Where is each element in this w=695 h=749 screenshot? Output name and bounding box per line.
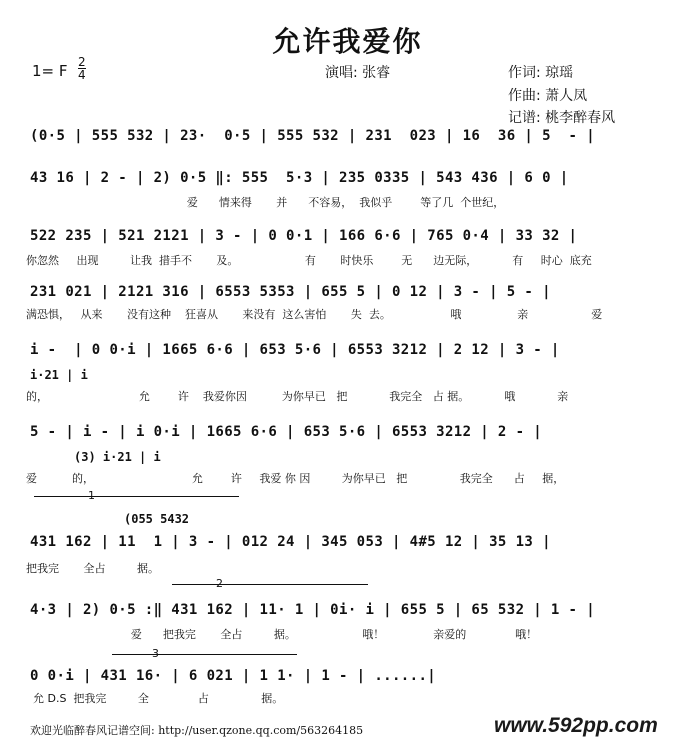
notation-line: 4·3 | 2) 0·5 :‖ 431 162 | 11· 1 | 0i· i | 655 5 | 65 532 | 1 - | (30, 602, 596, 618)
lyrics-line: 的， 允 许 我爱你因 为你早已 把 我完全 占 据。 哦 亲 (26, 390, 569, 403)
volta-bracket (112, 654, 297, 655)
notation-line: 5 - | i - | i 0·i | 1665 6·6 | 653 5·6 | 6553 3212 | 2 - | (30, 424, 543, 440)
volta-label: 2 (216, 577, 223, 590)
volta-label: 3 (152, 647, 159, 660)
time-signature-top: 2 (78, 55, 86, 69)
notation-line: 0 0·i | 431 16· | 6 021 | 1 1· | 1 - | ......| (30, 668, 437, 684)
footer-link-text: 欢迎光临醉春风记谱空间: http://user.qzone.qq.com/563264185 (30, 724, 364, 737)
transcriber-credit: 记谱: 桃李醉春风 (508, 110, 616, 126)
score-row (26, 170, 666, 210)
lyrics-line: 爱 情来得 并 不容易， 我似乎 等了几 个世纪， (26, 196, 505, 209)
notation-line: 431 162 | 11 1 | 3 - | 012 24 | 345 053 | 4#5 12 | 35 13 | (30, 534, 551, 550)
notation-line: 43 16 | 2 - | 2) 0·5 ‖: 555 5·3 | 235 0335 | 543 436 | 6 0 | (30, 170, 569, 186)
lyrics-line: 满恐惧， 从来 没有这种 狂喜从 来没有 这么害怕 失 去。 哦 亲 爱 (26, 308, 603, 321)
lyrics-line: 你忽然 出现 让我 措手不 及。 有 时快乐 无 边无际， 有 时心 底充 (26, 254, 592, 267)
notation-line: 231 021 | 2121 316 | 6553 5353 | 655 5 | 0 12 | 3 - | 5 - | (30, 284, 551, 300)
time-signature (78, 56, 86, 81)
alternate-ending-notes: i·21 | i (30, 368, 88, 382)
volta-bracket (172, 584, 368, 585)
notation-line: (0·5 | 555 532 | 23· 0·5 | 555 532 | 231 023 | 16 36 | 5 - | (30, 128, 596, 144)
score-row (26, 512, 666, 578)
site-watermark: www.592pp.com (494, 714, 658, 737)
key-signature: 1= F (32, 62, 68, 80)
bracketed-notes: (055 5432 (124, 512, 190, 526)
score-row (26, 424, 666, 488)
time-signature-bottom: 4 (78, 68, 86, 82)
lyrics-line: 允 D.S 把我完 全 占 据。 (26, 692, 284, 705)
score-row (26, 284, 666, 324)
lyricist-credit: 作词: 琼瑶 (508, 65, 574, 81)
alternate-ending-notes: (3) i·21 | i (74, 450, 161, 464)
composer-credit: 作曲: 萧人凤 (508, 88, 588, 104)
song-title: 允许我爱你 (272, 25, 423, 58)
notation-line: i - | 0 0·i | 1665 6·6 | 653 5·6 | 6553 3212 | 2 12 | 3 - | (30, 342, 560, 358)
score-row (26, 342, 666, 406)
score-row (26, 228, 666, 268)
volta-bracket (34, 496, 239, 497)
lyrics-line: 爱 把我完 全占 据。 哦！ 亲爱的 哦！ (26, 628, 538, 641)
score-row (26, 668, 666, 712)
score-row (26, 602, 666, 646)
lyrics-line: 爱 的， 允 许 我爱 你 因 为你早已 把 我完全 占 据， (26, 472, 565, 485)
lyrics-line: 把我完 全占 据。 (26, 562, 159, 575)
score-row (26, 128, 666, 158)
singer-credit: 演唱: 张睿 (325, 65, 391, 81)
notation-line: 522 235 | 521 2121 | 3 - | 0 0·1 | 166 6·6 | 765 0·4 | 33 32 | (30, 228, 578, 244)
volta-label: 1 (88, 489, 95, 502)
